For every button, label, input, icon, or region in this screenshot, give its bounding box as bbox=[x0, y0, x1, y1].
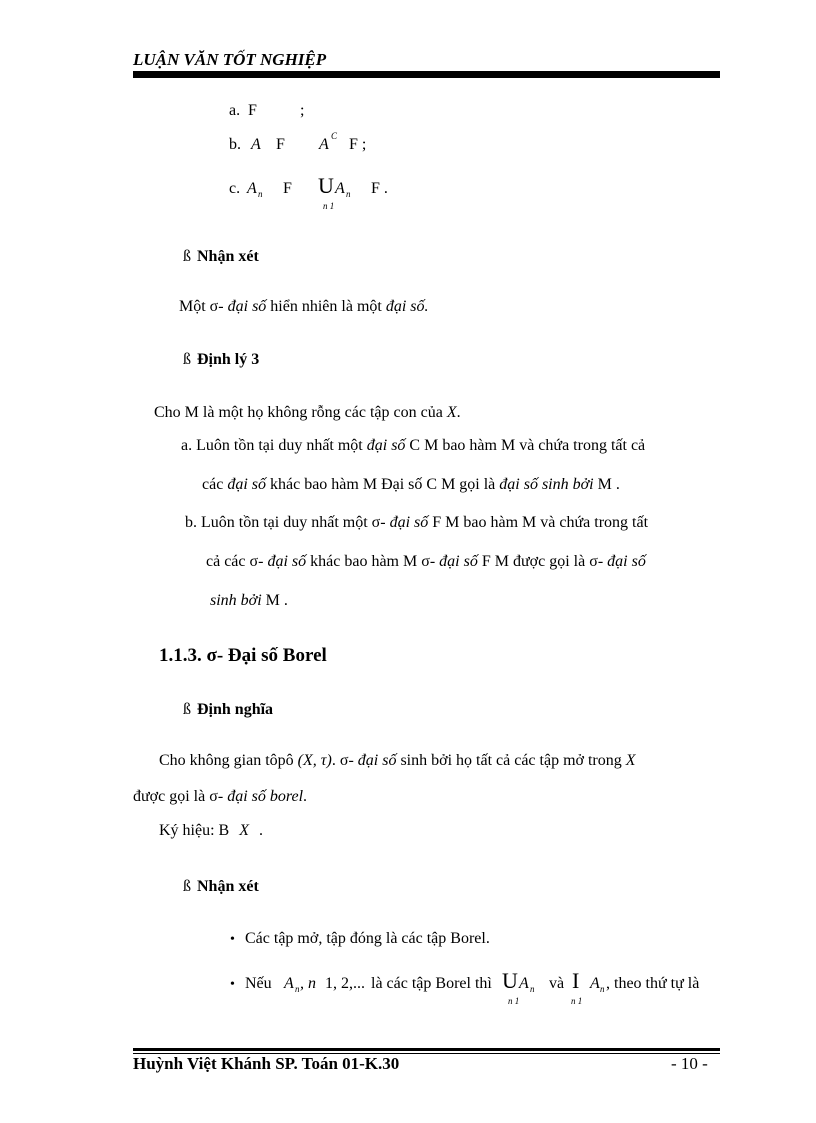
definition-bullet: ß bbox=[183, 701, 191, 718]
item-c-F: F bbox=[283, 180, 292, 197]
definition-line1 bbox=[159, 752, 636, 770]
remark2-bullet: ß bbox=[183, 878, 191, 895]
item-c-F-period: F . bbox=[371, 180, 388, 197]
def-l2a: được gọi là σ- bbox=[133, 788, 224, 805]
thm-b-l2d: đại số bbox=[439, 553, 478, 570]
section-heading: 1.1.3. σ- Đại số Borel bbox=[159, 645, 327, 666]
def-l2b: đại số borel bbox=[227, 788, 304, 805]
bullet2-inter-lower: n 1 bbox=[571, 996, 583, 1006]
thm-intro-p2: X bbox=[446, 404, 457, 421]
item-c-label: c. bbox=[229, 180, 241, 197]
bullet2-sub-n2: n bbox=[530, 984, 535, 994]
remark1-bullet: ß bbox=[183, 248, 191, 265]
thm-b-l2f: đại số bbox=[607, 553, 646, 570]
remark1-p2: đại số bbox=[227, 298, 267, 315]
definition-line2 bbox=[133, 788, 307, 806]
thm-b-l1c: F M bao hàm M và chứa trong tất bbox=[432, 514, 649, 531]
thm-b-l1a: b. Luôn tồn tại duy nhất một σ- bbox=[185, 514, 386, 531]
item-a-F: F bbox=[248, 102, 257, 119]
bullet-dot-2: • bbox=[230, 977, 235, 992]
running-header: LUẬN VĂN TỐT NGHIỆP bbox=[133, 50, 327, 69]
bullet2-intersection-symbol: I bbox=[572, 968, 580, 993]
bullet-dot-1: • bbox=[230, 932, 235, 947]
bullet2-A: A bbox=[284, 975, 294, 992]
item-b-label: b. bbox=[229, 136, 241, 153]
def-l3a: Ký hiệu: B bbox=[159, 822, 230, 839]
thm-a-l2c: khác bao hàm M Đại số C M gọi là bbox=[269, 476, 496, 493]
thm-a-l2b: đại số bbox=[227, 476, 266, 493]
theorem-b-line3 bbox=[210, 592, 288, 610]
thm-b-l2c: khác bao hàm M σ- bbox=[310, 553, 436, 570]
remark2-heading: Nhận xét bbox=[197, 878, 259, 895]
theorem-a-line2 bbox=[202, 476, 620, 494]
thm-intro-p3: . bbox=[456, 404, 461, 421]
remark1-p3: hiển nhiên là một bbox=[270, 298, 382, 315]
def-l3c: . bbox=[259, 822, 263, 839]
bullet2-sub-n3: n bbox=[600, 984, 605, 994]
theorem-intro bbox=[154, 404, 461, 422]
thm-b-l2b: đại số bbox=[267, 553, 307, 570]
thm-a-l2e: M . bbox=[597, 476, 620, 493]
def-l3b: X bbox=[239, 822, 249, 839]
page-number: - 10 - bbox=[671, 1054, 708, 1073]
def-l1e: sinh bởi họ tất cả các tập mở trong bbox=[400, 752, 622, 769]
bullet2-values: 1, 2,... bbox=[325, 975, 365, 992]
thm-b-l2e: F M được gọi là σ- bbox=[481, 553, 604, 570]
bullet2-comma-n: , n bbox=[300, 975, 316, 992]
header-rule bbox=[133, 71, 720, 78]
bullet-text-1: Các tập mở, tập đóng là các tập Borel. bbox=[245, 930, 490, 947]
bullet2-neu: Nếu bbox=[245, 975, 272, 992]
item-a-label: a. bbox=[229, 102, 241, 119]
def-l1b: (X, τ) bbox=[297, 752, 332, 769]
remark1-heading: Nhận xét bbox=[197, 248, 259, 265]
bullet2-middle: là các tập Borel thì bbox=[371, 975, 492, 992]
item-b-superscript-C: C bbox=[331, 131, 338, 141]
bullet2-end: , theo thứ tự là bbox=[606, 975, 700, 992]
thm-b-l1b: đại số bbox=[389, 514, 429, 531]
notation-line bbox=[159, 822, 263, 840]
theorem-heading: Định lý 3 bbox=[197, 351, 260, 368]
union-lower-limit: n 1 bbox=[323, 201, 335, 211]
bullet2-A2: A bbox=[519, 975, 529, 992]
item-c-A: A bbox=[247, 180, 257, 197]
def-l1f: X bbox=[625, 752, 636, 769]
item-c-sub-n: n bbox=[258, 189, 263, 199]
item-b-F: F bbox=[276, 136, 285, 153]
def-l1c: . σ- bbox=[331, 752, 354, 769]
def-l1d: đại số bbox=[357, 752, 397, 769]
footer-rule-thick bbox=[133, 1048, 720, 1051]
bullet2-A3: A bbox=[590, 975, 600, 992]
theorem-b-line2 bbox=[206, 553, 646, 571]
union-symbol: U bbox=[318, 173, 334, 198]
theorem-bullet: ß bbox=[183, 351, 191, 368]
remark1-line bbox=[179, 298, 429, 316]
item-b-F-semicolon: F ; bbox=[349, 136, 367, 153]
thm-a-l1a: a. Luôn tồn tại duy nhất một bbox=[181, 437, 363, 454]
thm-b-l3a: sinh bởi bbox=[210, 592, 262, 609]
thm-b-l3b: M . bbox=[265, 592, 288, 609]
thm-a-l2d: đại số sinh bởi bbox=[499, 476, 594, 493]
thm-a-l2a: các bbox=[202, 476, 224, 493]
item-a-semicolon: ; bbox=[300, 102, 305, 119]
thm-b-l2a: cả các σ- bbox=[206, 553, 264, 570]
definition-heading: Định nghĩa bbox=[197, 701, 274, 718]
def-l2c: . bbox=[303, 788, 308, 805]
footer-author: Huỳnh Việt Khánh SP. Toán 01-K.30 bbox=[133, 1054, 400, 1073]
bullet2-union-lower: n 1 bbox=[508, 996, 520, 1006]
item-c-sub-n2: n bbox=[346, 189, 351, 199]
thm-intro-p1: Cho M là một họ không rỗng các tập con của bbox=[154, 404, 443, 421]
thm-a-l1c: C M bao hàm M và chứa trong tất cả bbox=[409, 437, 646, 454]
bullet2-and: và bbox=[549, 975, 565, 992]
theorem-b-line1 bbox=[185, 514, 648, 532]
item-b-A: A bbox=[251, 136, 261, 153]
remark1-p1: Một σ- bbox=[179, 298, 224, 315]
item-b-A-complement: A bbox=[319, 136, 329, 153]
thm-a-l1b: đại số bbox=[366, 437, 406, 454]
bullet2-sub-n: n bbox=[295, 984, 300, 994]
item-c-A2: A bbox=[335, 180, 345, 197]
theorem-a-line1 bbox=[181, 437, 645, 455]
def-l1a: Cho không gian tôpô bbox=[159, 752, 294, 769]
bullet2-union-symbol: U bbox=[502, 968, 518, 993]
remark1-p4: đại số. bbox=[385, 298, 429, 315]
